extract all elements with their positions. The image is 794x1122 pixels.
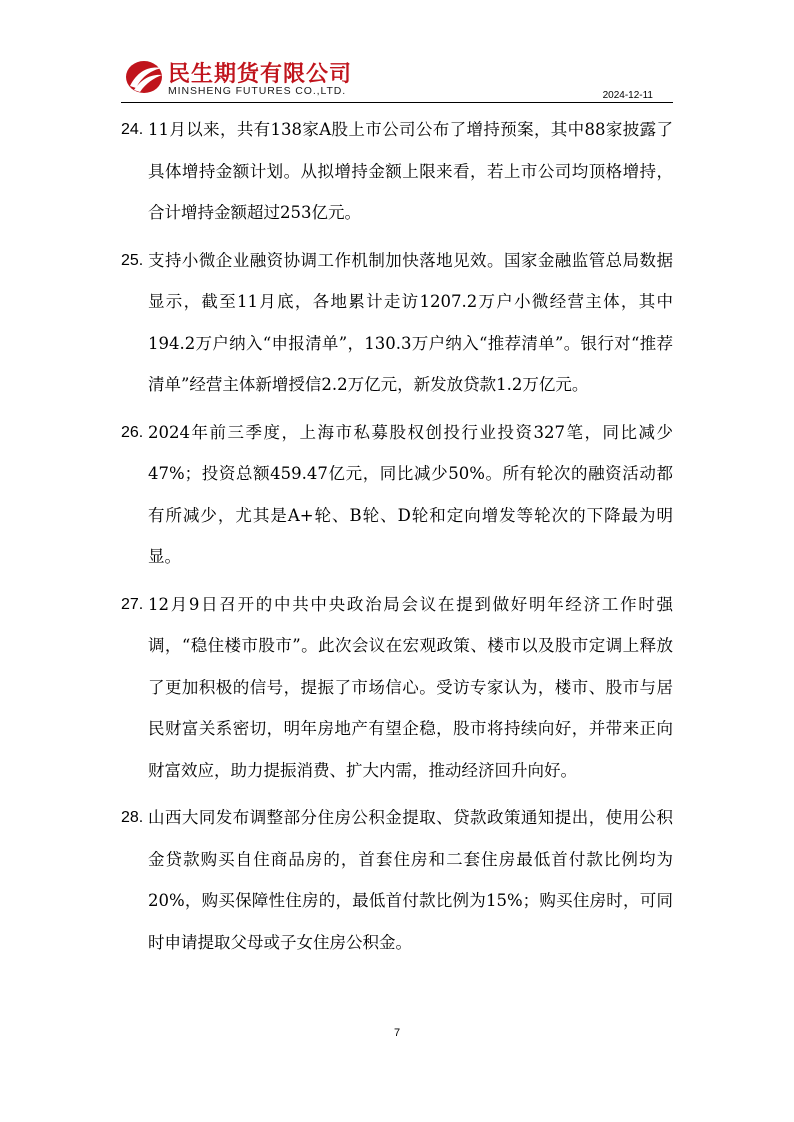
news-item-26 [121, 412, 673, 578]
company-name-cn: 民生期货有限公司 [168, 62, 353, 87]
page-number: 7 [393, 1027, 401, 1039]
page-header [0, 0, 794, 104]
minsheng-swoosh-logo-icon [124, 56, 164, 96]
item-number: 25. [121, 251, 144, 269]
item-text: 支持小微企业融资协调工作机制加快落地见效。国家金融监管总局数据显示，截至11月底，各地累计走访1207.2万户小微经营主体，其中194.2万户纳入“申报清单”，130.3万户纳入“推荐清单”。银行对“推荐清单”经营主体新增授信2.2万亿元，新发放贷款1.2万亿元。 [148, 250, 673, 394]
news-item-28 [121, 797, 673, 963]
item-number: 27. [121, 595, 144, 613]
item-text: 山西大同发布调整部分住房公积金提取、贷款政策通知提出，使用公积金贷款购买自住商品房的，首套住房和二套住房最低首付款比例均为20%，购买保障性住房的，最低首付款比例为15%；购买住房时，可同时申请提取父母或子女住房公积金。 [148, 808, 673, 952]
news-list [121, 109, 673, 969]
header-divider [121, 102, 673, 103]
item-number: 24. [121, 121, 144, 138]
item-text: 2024年前三季度，上海市私募股权创投行业投资327笔，同比减少47%；投资总额459.47亿元，同比减少50%。所有轮次的融资活动都有所减少，尤其是A+轮、B轮、D轮和定向增发等轮次的下降最为明显。 [148, 422, 673, 566]
item-text: 11月以来，共有138家A股上市公司公布了增持预案，其中88家披露了具体增持金额计划。从拟增持金额上限来看，若上市公司均顶格增持，合计增持金额超过253亿元。 [148, 120, 673, 222]
news-item-25 [121, 240, 673, 406]
news-item-27 [121, 584, 673, 792]
item-number: 26. [121, 423, 144, 441]
news-item-24 [121, 109, 673, 234]
item-text: 12月9日召开的中共中央政治局会议在提到做好明年经济工作时强调，“稳住楼市股市”。此次会议在宏观政策、楼市以及股市定调上释放了更加积极的信号，提振了市场信心。受访专家认为，楼市、股市与居民财富关系密切，明年房地产有望企稳，股市将持续向好，并带来正向财富效应，助力提振消费、扩大内需，推动经济回升向好。 [148, 594, 673, 780]
report-date: 2024-12-11 [602, 90, 653, 101]
company-name-en: MINSHENG FUTURES CO.,LTD. [168, 85, 347, 97]
item-number: 28. [121, 809, 144, 826]
